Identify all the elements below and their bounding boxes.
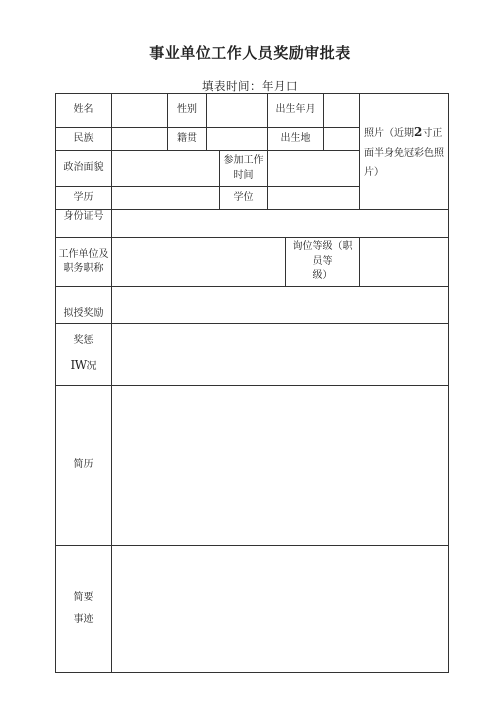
field-birthplace[interactable]: [324, 128, 360, 151]
photo-area[interactable]: [360, 94, 449, 210]
label-resume: 简历: [56, 386, 112, 546]
photo-note-prefix: 照片（近期: [364, 128, 415, 140]
label-gender: 性别: [168, 94, 207, 128]
label-summary-line2: 事迹: [73, 614, 94, 625]
label-work-start-line1: 参加工作: [223, 155, 264, 166]
field-work-start-time[interactable]: [268, 151, 360, 187]
label-position-grade-line1: 询位等级（职员等: [292, 241, 353, 267]
field-political-status[interactable]: [112, 151, 220, 187]
label-birthplace: 出生地: [268, 128, 324, 151]
label-native-place: 籍贯: [168, 128, 207, 151]
label-id-number: 身份证号: [56, 210, 112, 238]
field-award-status[interactable]: [112, 324, 449, 386]
field-work-unit[interactable]: [112, 238, 286, 287]
label-political-status: 政治面貌: [56, 151, 112, 187]
label-award-status-line2: 况: [86, 361, 97, 373]
field-ethnicity[interactable]: [112, 128, 168, 151]
label-work-unit-line2: 职务职称: [63, 263, 104, 274]
label-proposed-award: 拟授奖励: [56, 287, 112, 324]
field-resume[interactable]: [112, 386, 449, 546]
label-position-grade: [286, 238, 360, 287]
label-summary-line1: 简要: [73, 592, 94, 603]
approval-form-table: [55, 93, 449, 673]
fill-time-label: 填表时间：年月口: [202, 79, 298, 93]
label-position-grade-line2: 级）: [312, 270, 333, 282]
form-title: 事业单位工作人员奖励审批表: [149, 44, 351, 62]
label-summary: [56, 546, 112, 673]
field-degree[interactable]: [268, 187, 360, 210]
label-name: 姓名: [56, 94, 112, 128]
label-award-status-handwritten: IW: [70, 358, 87, 373]
label-award-status: [56, 324, 112, 386]
field-id-number[interactable]: [112, 210, 449, 238]
field-name[interactable]: [112, 94, 168, 128]
photo-note-size: 2: [414, 125, 423, 140]
label-birth-date: 出生年月: [268, 94, 324, 128]
field-summary[interactable]: [112, 546, 449, 673]
label-work-unit: [56, 238, 112, 287]
field-native-place[interactable]: [207, 128, 268, 151]
label-work-unit-line1: 工作单位及: [58, 248, 109, 260]
field-education[interactable]: [112, 187, 220, 210]
label-ethnicity: 民族: [56, 128, 112, 151]
label-award-status-line1: 奖惩: [73, 335, 94, 347]
label-education: 学历: [56, 187, 112, 210]
field-birth-date[interactable]: [324, 94, 360, 128]
label-work-start-time: [220, 151, 268, 187]
field-position-grade[interactable]: [360, 238, 449, 287]
photo-note-suffix: 寸正面半身免冠彩色照片）: [364, 128, 445, 178]
label-degree: 学位: [220, 187, 268, 210]
field-proposed-award[interactable]: [112, 287, 449, 324]
label-work-start-line2: 时间: [233, 169, 254, 181]
field-gender[interactable]: [207, 94, 268, 128]
